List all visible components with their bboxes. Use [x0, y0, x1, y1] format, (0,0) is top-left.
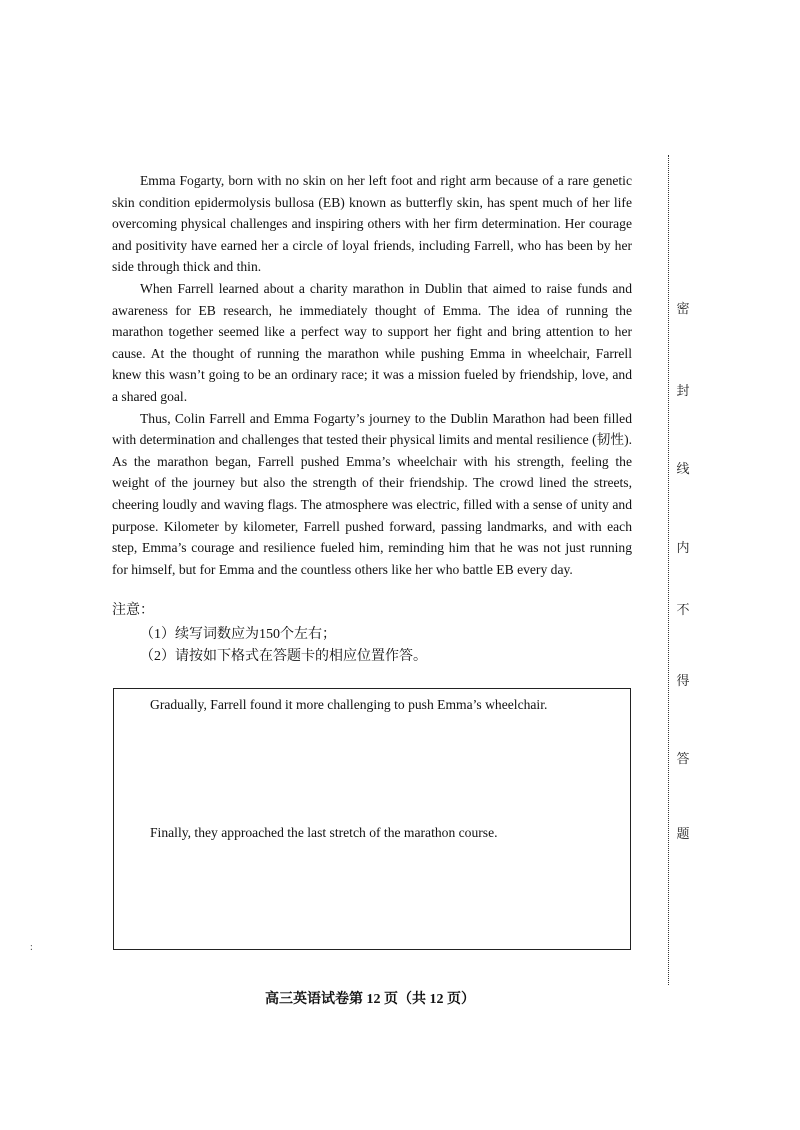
- seal-char-6: 得: [676, 674, 690, 689]
- seal-char-3: 线: [676, 462, 690, 477]
- seal-char-8: 题: [676, 827, 690, 842]
- seal-dotted-line: [668, 155, 669, 985]
- reading-passage: [112, 170, 632, 580]
- passage-paragraph-3: Thus, Colin Farrell and Emma Fogarty’s journey to the Dublin Marathon had been filled with determination and challenges that tested their physical limits and mental resilience (韧性). As the marathon began, Farrell pushed Emma’s wheelchair with his strength, feeling the weight of the journey but also the strength of their friendship. The crowd lined the streets, cheering loudly and waving flags. The atmosphere was electric, filled with a sense of unity and purpose. Kilometer by kilometer, Farrell pushed forward, passing landmarks, and with each step, Emma’s courage and resilience fueled him, reminding him that he was not just running for himself, but for Emma and the countless others like her who battle EB every day.: [112, 410, 632, 577]
- seal-char-5: 不: [676, 603, 690, 618]
- seal-char-1: 密: [676, 302, 690, 317]
- instructions: [112, 600, 427, 668]
- page-footer: 高三英语试卷第 12 页（共 12 页）: [265, 992, 475, 1007]
- instruction-word-count: （1）续写词数应为150个左右；: [140, 627, 336, 642]
- instruction-answer-format: （2）请按如下格式在答题卡的相应位置作答。: [140, 649, 427, 664]
- seal-char-4: 内: [676, 541, 690, 556]
- stray-mark: :: [30, 942, 33, 953]
- passage-paragraph-2: When Farrell learned about a charity marathon in Dublin that aimed to raise funds and awareness for EB research, he immediately thought of Emma. The idea of running the marathon together seemed like a perfect way to support her fight and bring attention to her cause. At the thought of running the marathon while pushing Emma in wheelchair, Farrell knew this wasn’t going to be an ordinary race; it was a mission fueled by friendship, love, and a shared goal.: [112, 280, 632, 404]
- instructions-title: 注意：: [112, 603, 154, 618]
- paragraph-opening-1: Gradually, Farrell found it more challenging to push Emma’s wheelchair.: [150, 697, 548, 712]
- paragraph-opening-2: Finally, they approached the last stretch of the marathon course.: [150, 825, 498, 840]
- answer-box: [113, 688, 631, 950]
- seal-char-2: 封: [676, 384, 690, 399]
- seal-char-7: 答: [676, 752, 690, 767]
- passage-paragraph-1: Emma Fogarty, born with no skin on her left foot and right arm because of a rare genetic skin condition epidermolysis bullosa (EB) known as butterfly skin, has spent much of her life overcoming physical challenges and inspiring others with her firm determination. Her courage and positivity have earned her a circle of loyal friends, including Farrell, who has been by her side through thick and thin.: [112, 173, 632, 275]
